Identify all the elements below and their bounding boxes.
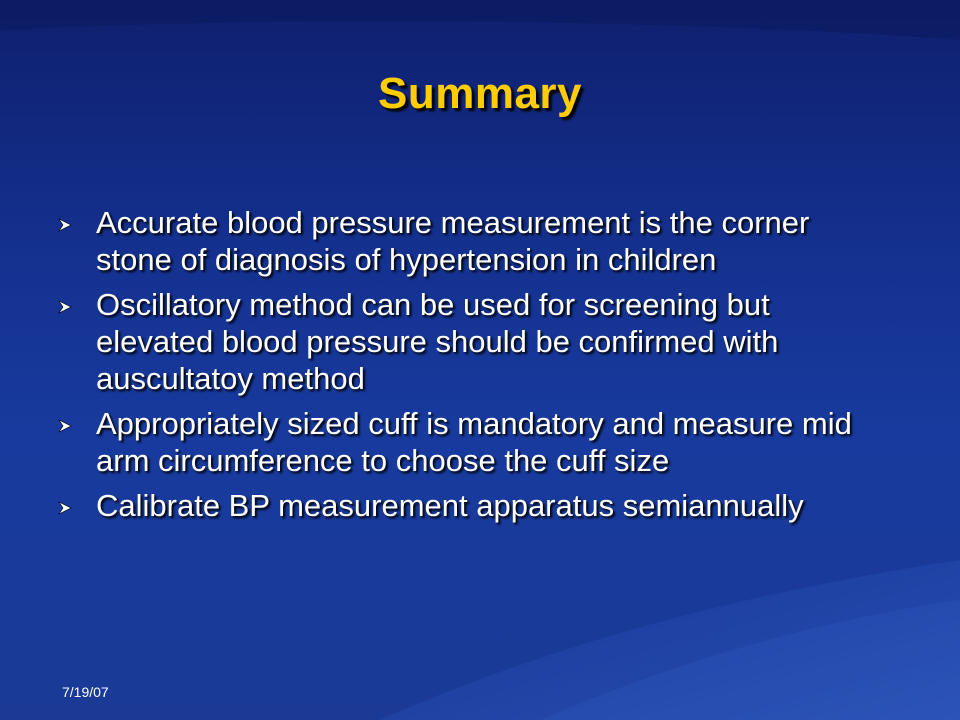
arrowhead-bullet-icon xyxy=(58,419,72,433)
bullet-item xyxy=(58,405,878,479)
arrowhead-bullet-icon xyxy=(58,501,72,515)
bullet-item xyxy=(58,487,878,524)
bullet-list xyxy=(58,204,878,532)
bullet-item xyxy=(58,286,878,397)
footer-date: 7/19/07 xyxy=(62,684,109,700)
arrowhead-bullet-icon xyxy=(58,218,72,232)
arrowhead-bullet-icon xyxy=(58,300,72,314)
bullet-text: Appropriately sized cuff is mandatory and measure mid arm circumference to choose the cuff size xyxy=(96,406,852,478)
bullet-text: Oscillatory method can be used for screening but elevated blood pressure should be confirmed with auscultatoy method xyxy=(96,287,779,396)
bullet-text: Calibrate BP measurement apparatus semiannually xyxy=(96,488,804,523)
bullet-text: Accurate blood pressure measurement is the corner stone of diagnosis of hypertension in children xyxy=(96,205,810,277)
slide-title: Summary xyxy=(377,69,583,118)
bullet-item xyxy=(58,204,878,278)
